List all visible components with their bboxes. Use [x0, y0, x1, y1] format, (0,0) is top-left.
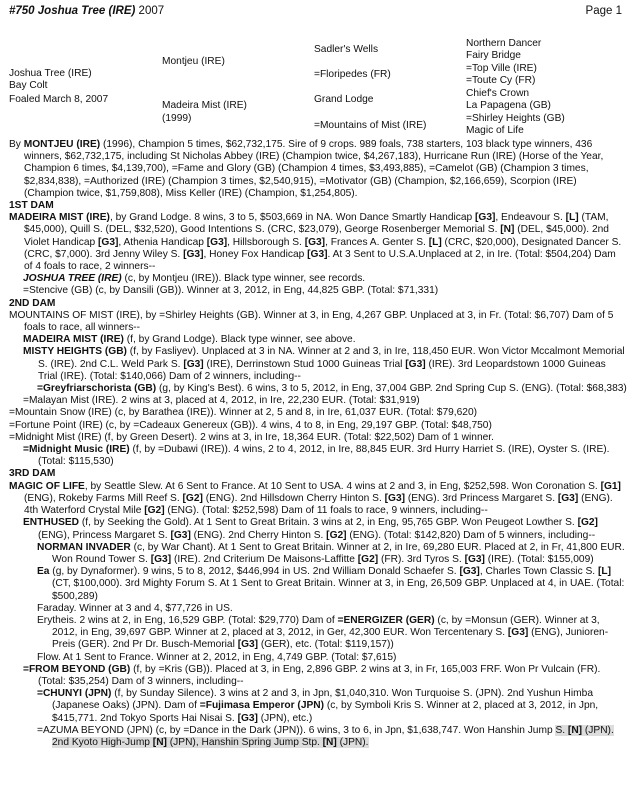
section-heading: 3RD DAM — [9, 468, 56, 480]
entry-paragraph: =CHUNYI (JPN) (f, by Sunday Silence). 3 wins at 2 and 3, in Jpn, $1,040,310. Won Turquoise S. (JPN). 2nd Yushun Himba (Japanese Oaks) (JPN). Dam of =Fujimasa Emperor (JPN) (c, by Symboli Kris S. Winner at 2, placed at 3, 2012, in Jpn, $415,771. 2nd Tokyo Sports Hai Nisai S. [G3] (JPN), etc.) — [37, 688, 599, 724]
entry-paragraph: By MONTJEU (IRE) (1996), Champion 5 times, $62,732,175. Sire of 9 crops. 989 foals, 738 starters, 103 black type winners, 436 winners, $62,732,175, including St Nicholas Abbey (IRE) (Champion twice, $4,267,183), Hurricane Run (IRE) (Horse of the Year, Champion 6 times, $4,139,700), =Fame and Glory (GB) (Champion 4 times, $3,493,885), =Camelot (GB) (Champion 3 times, $2,834,838), =Authorized (IRE) (Champion 3 times, $2,540,915), =Motivator (GB) (Champion, $2,166,659), Scorpion (IRE) (Champion twice, $1,759,808), Miss Keller (IRE) (Champion, $1,254,805). — [9, 139, 604, 199]
horse-color-sex: Bay Colt — [9, 80, 48, 91]
entry-paragraph: =Stencive (GB) (c, by Dansili (GB)). Winner at 3, 2012, in Eng, 44,825 GBP. (Total: $71,331) — [23, 285, 439, 297]
sire-sire: Sadler's Wells — [314, 44, 379, 55]
entry-paragraph: Flow. At 1 Sent to France. Winner at 2, 2012, in Eng, 4,749 GBP. (Total: $7,615) — [37, 651, 397, 663]
entry-paragraph: =Malayan Mist (IRE). 2 wins at 3, placed at 4, 2012, in Ire, 22,230 EUR. (Total: $31,919) — [23, 395, 420, 407]
entry-paragraph: =Mountain Snow (IRE) (c, by Barathea (IRE)). Winner at 2, 5 and 8, in Ire, 61,037 EUR. (Total: $79,620) — [9, 407, 477, 419]
entry-paragraph: =Midnight Music (IRE) (f, by =Dubawi (IRE)). 4 wins, 2 to 4, 2012, in Ire, 88,845 EUR. 3rd Hurry Harriet S. (IRE), Oyster S. (IRE). (Total: $115,530) — [23, 444, 610, 468]
sdd: =Toute Cy (FR) — [466, 75, 536, 86]
entry-paragraph: MISTY HEIGHTS (GB) (f, by Fasliyev). Unplaced at 3 in NA. Winner at 2 and 3, in Ire, 118,450 EUR. Won Victor Mccalmont Memorial S. (IRE). 2nd C.L. Weld Park S. [G3] (IRE), Derrinstown Stud 1000 Guineas Trial [G3] (IRE). 3rd Leopardstown 1000 Guineas Trial (IRE). (Total: $140,066) Dam of 2 winners, including-- — [23, 346, 625, 382]
entry-paragraph: MADEIRA MIST (IRE), by Grand Lodge. 8 wins, 3 to 5, $503,669 in NA. Won Dance Smartly Handicap [G3], Endeavour S. [L] (TAM, $45,000), Quill S. (DEL, $32,520), Good Intentions S. (CRC, $23,079), George Rosenberger Memorial S. [N] (DEL, $45,000). 2nd Violet Handicap [G3], Athenia Handicap [G3], Hillsborough S. [G3], Frances A. Genter S. [L] (CRC, $20,000), Designated Dancer S. (CRC, $7,000). 3rd Jenny Wiley S. [G3], Honey Fox Handicap [G3]. At 3 Sent to U.S.A.Unplaced at 2, in Ire. (Total: $504,204) Dam of 4 foals to race, 2 winners-- — [9, 212, 622, 273]
sire: Montjeu (IRE) — [162, 56, 225, 67]
catalog-title: #750 Joshua Tree (IRE) 2007 — [9, 5, 165, 17]
section-heading: 2ND DAM — [9, 297, 56, 309]
dss: Chief's Crown — [466, 88, 530, 99]
entry-paragraph: MOUNTAINS OF MIST (IRE), by =Shirley Heights (GB). Winner at 3, in Eng, 4,267 GBP. Unplaced at 3, in Fr. (Total: $6,707) Dam of 5 foals to race, all winners-- — [9, 309, 614, 334]
entry-paragraph: Ea (g, by Dynaformer). 9 wins, 5 to 8, 2012, $446,994 in US. 2nd William Donald Schaefer S. [G3], Charles Town Classic S. [L] (CT, $100,000). 3rd Mighty Forum S. At 1 Sent to Great Britain. Winner at 3, in Eng, 26,509 GBP. Unplaced at 4, in UAE. (Total: $500,289) — [37, 566, 625, 602]
entry-paragraph: =AZUMA BEYOND (JPN) (c, by =Dance in the Dark (JPN)). 6 wins, 3 to 6, in Jpn, $1,638,747. Won Hanshin Jump S. [N] (JPN). 2nd Kyoto High-Jump [N] (JPN), Hanshin Spring Jump Stp. [N] (JPN). — [37, 724, 614, 748]
dsd: La Papagena (GB) — [466, 100, 551, 111]
page-header — [9, 5, 622, 19]
ssd: Fairy Bridge — [466, 50, 521, 61]
horse-name: Joshua Tree (IRE) — [9, 68, 92, 79]
dam-sire: Grand Lodge — [314, 94, 374, 105]
sds: =Top Ville (IRE) — [466, 63, 537, 74]
dam-year: (1999) — [162, 113, 192, 124]
dam: Madeira Mist (IRE) — [162, 100, 247, 111]
dam-dam: =Mountains of Mist (IRE) — [314, 120, 427, 131]
section-heading: 1ST DAM — [9, 200, 54, 212]
catalog-body — [9, 139, 627, 749]
entry-paragraph: Faraday. Winner at 3 and 4, $77,726 in US. — [37, 602, 233, 614]
horse-foaled: Foaled March 8, 2007 — [9, 94, 109, 105]
ddd: Magic of Life — [466, 125, 524, 136]
entry-paragraph: JOSHUA TREE (IRE) (c, by Montjeu (IRE)). Black type winner, see records. — [23, 273, 366, 285]
dds: =Shirley Heights (GB) — [466, 113, 565, 124]
page-number: Page 1 — [585, 5, 622, 17]
entry-paragraph: =FROM BEYOND (GB) (f, by =Kris (GB)). Placed at 3, in Eng, 2,896 GBP. 2 wins at 3, in Fr, 165,003 FRF. Won Pr Vulcain (FR). (Total: $35,254) Dam of 3 winners, including-- — [23, 663, 601, 687]
entry-paragraph: Erytheis. 2 wins at 2, in Eng, 16,529 GBP. (Total: $29,770) Dam of =ENERGIZER (GER) (c, by =Monsun (GER). Winner at 3, 2012, in Eng, 39,697 GBP. Winner at 2, placed at 3, 2012, in Ger, 42,300 EUR. Won Tercentenary S. [G3] (ENG), Junioren-Preis (GER). 2nd Pr Dr. Busch-Memorial [G3] (GER), etc. (Total: $119,157)) — [37, 614, 609, 651]
sire-dam: =Floripedes (FR) — [314, 69, 391, 80]
entry-paragraph: NORMAN INVADER (c, by War Chant). At 1 Sent to Great Britain. Winner at 2, in Ire, 69,280 EUR. Placed at 2, in Fr, 41,800 EUR. Won Round Tower S. [G3] (IRE). 2nd Criterium De Maisons-Laffitte [G2] (FR). 3rd Tyros S. [G3] (IRE). (Total: $155,009) — [37, 541, 625, 565]
entry-paragraph: ENTHUSED (f, by Seeking the Gold). At 1 Sent to Great Britain. 3 wins at 2, in Eng, 95,765 GBP. Won Peugeot Lowther S. [G2] (ENG), Princess Margaret S. [G3] (ENG). 2nd Cherry Hinton S. [G2] (ENG). (Total: $142,820) Dam of 5 winners, including-- — [23, 517, 598, 541]
entry-paragraph: MADEIRA MIST (IRE) (f, by Grand Lodge). Black type winner, see above. — [23, 334, 356, 346]
entry-paragraph: =Greyfriarschorista (GB) (g, by King's Best). 6 wins, 3 to 5, 2012, in Eng, 37,004 GBP. 2nd Spring Cup S. (ENG). (Total: $68,383) — [37, 383, 627, 395]
sss: Northern Dancer — [466, 38, 542, 49]
pedigree-table — [9, 38, 629, 138]
entry-paragraph: =Fortune Point (IRE) (c, by =Cadeaux Genereux (GB)). 4 wins, 4 to 8, in Eng, 29,197 GBP. (Total: $48,750) — [9, 419, 492, 431]
entry-paragraph: =Midnight Mist (IRE) (f, by Green Desert). 2 wins at 3, in Ire, 18,364 EUR. (Total: $22,502) Dam of 1 winner. — [9, 431, 494, 443]
entry-paragraph: MAGIC OF LIFE, by Seattle Slew. At 6 Sent to France. At 10 Sent to USA. 4 wins at 2 and 3, in Eng, $252,598. Won Coronation S. [G1] (ENG), Rokeby Farms Mill Reef S. [G2] (ENG). 2nd Hillsdown Cherry Hinton S. [G3] (ENG). 3rd Princess Margaret S. [G3] (ENG). 4th Waterford Crystal Mile [G2] (ENG). (Total: $252,598) Dam of 11 foals to race, 9 winners, including-- — [9, 480, 621, 517]
